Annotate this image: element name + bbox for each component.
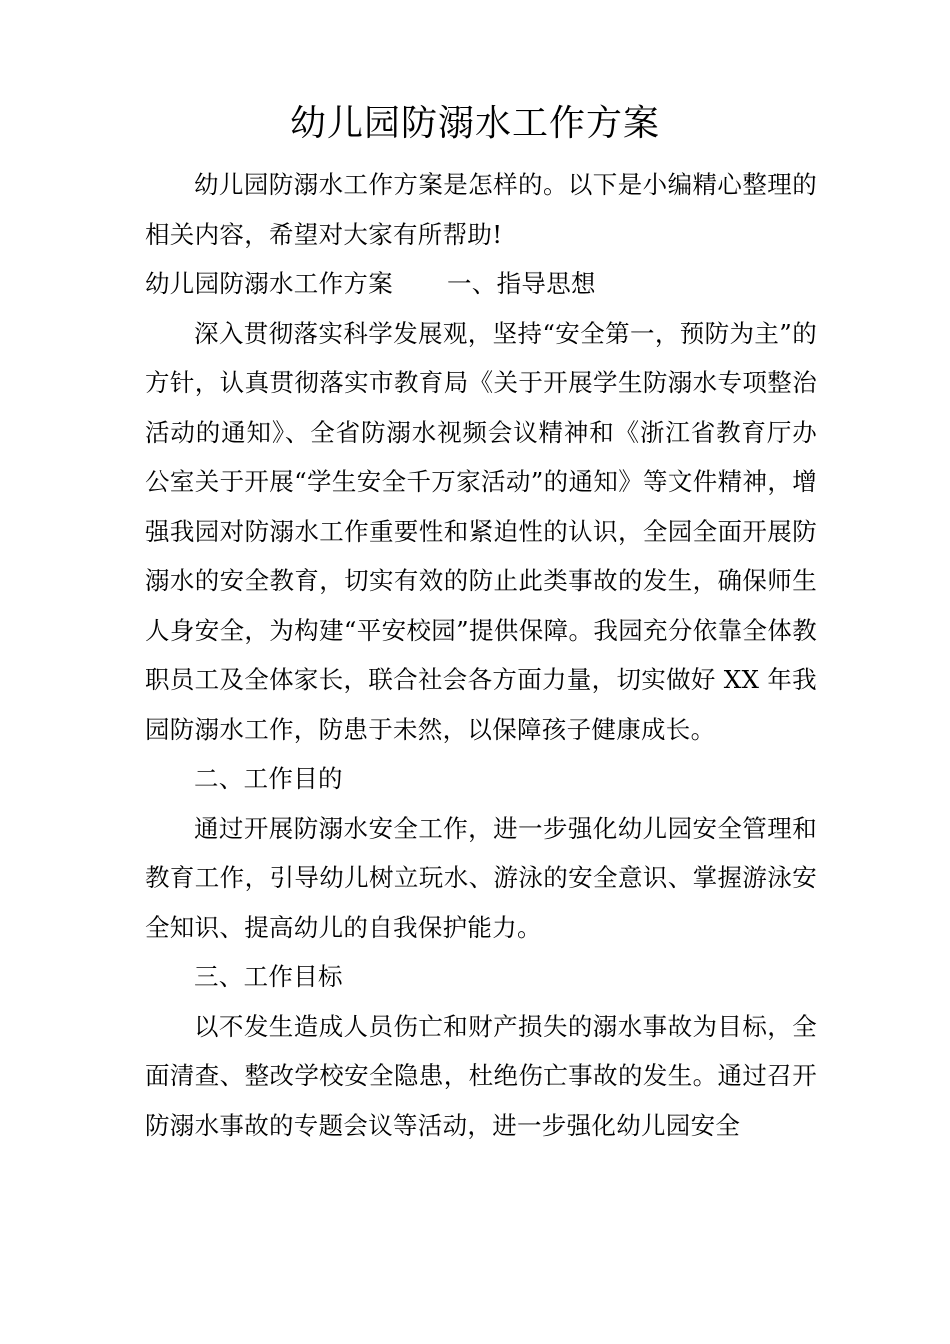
section1-paragraph: 深入贯彻落实科学发展观，坚持“安全第一，预防为主”的方针，认真贯彻落实市教育局《关于开展学生防溺水专项整治活动的通知》、全省防溺水视频会议精神和《浙江省教育厅办公室关于开展“学生安全千万家活动”的通知》等文件精神，增强我园对防溺水工作重要性和紧迫性的认识，全园全面开展防溺水的安全教育，切实有效的防止此类事故的发生，确保师生人身安全，为构建“平安校园”提供保障。我园充分依靠全体教职员工及全体家长，联合社会各方面力量，切实做好 XX 年我园防溺水工作，防患于未然，以保障孩子健康成长。: [145, 318, 817, 744]
document-body: [145, 160, 817, 1150]
document-title: 幼儿园防溺水工作方案: [289, 103, 660, 144]
section3-heading: 三、工作目标: [194, 962, 343, 991]
running-label: 幼儿园防溺水工作方案: [145, 269, 393, 298]
section2-paragraph: 通过开展防溺水安全工作，进一步强化幼儿园安全管理和教育工作，引导幼儿树立玩水、游泳的安全意识、掌握游泳安全知识、提高幼儿的自我保护能力。: [145, 813, 817, 942]
section1-heading: 一、指导思想: [447, 269, 596, 298]
section-row: [145, 259, 817, 309]
section2-heading: 二、工作目的: [194, 764, 343, 793]
section3-paragraph: 以不发生造成人员伤亡和财产损失的溺水事故为目标，全面清查、整改学校安全隐患，杜绝伤亡事故的发生。通过召开防溺水事故的专题会议等活动，进一步强化幼儿园安全: [145, 1011, 817, 1140]
intro-paragraph: 幼儿园防溺水工作方案是怎样的。以下是小编精心整理的相关内容，希望对大家有所帮助!: [145, 170, 817, 249]
